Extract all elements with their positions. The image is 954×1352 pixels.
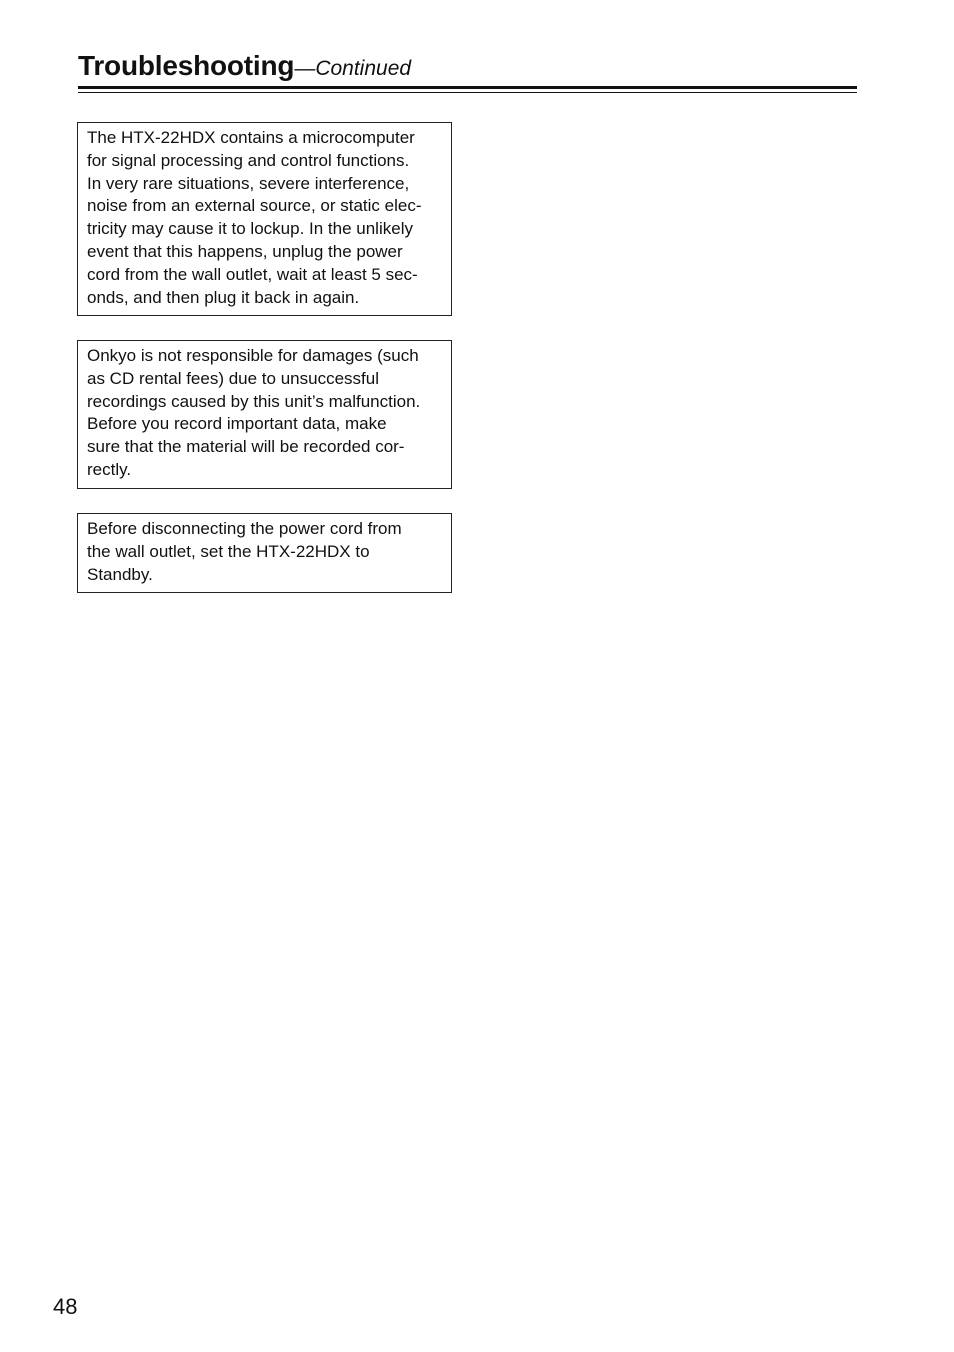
continued-label: Continued (315, 57, 412, 80)
notice-line: In very rare situations, severe interference, (87, 173, 410, 193)
header-rule-thin (78, 92, 857, 93)
notice-line: cord from the wall outlet, wait at least 5 sec- (87, 264, 418, 284)
header-rule-thick (78, 86, 857, 89)
notice-line: Standby. (87, 564, 153, 584)
notice-line: as CD rental fees) due to unsuccessful (87, 368, 379, 388)
section-title: Troubleshooting (78, 50, 295, 81)
notice-line: onds, and then plug it back in again. (87, 287, 360, 307)
notice-line: for signal processing and control functions. (87, 150, 410, 170)
notice-box-microcomputer-lockup (77, 122, 452, 316)
notice-line: sure that the material will be recorded cor- (87, 437, 405, 457)
notice-line: Before disconnecting the power cord from (87, 519, 402, 538)
notice-line: the wall outlet, set the HTX-22HDX to (87, 541, 370, 561)
page-number: 48 (53, 1294, 78, 1319)
notice-line: rectly. (87, 459, 132, 479)
notice-line: tricity may cause it to lockup. In the unlikely (87, 219, 413, 239)
page-header (78, 46, 857, 91)
notice-line: Before you record important data, make (87, 414, 387, 434)
page-title (78, 46, 857, 91)
notice-line: The HTX-22HDX contains a microcomputer (87, 128, 415, 147)
notice-box-liability (77, 340, 452, 489)
notice-line: noise from an external source, or static elec- (87, 196, 422, 216)
notice-line: event that this happens, unplug the power (87, 241, 403, 261)
notice-line: Onkyo is not responsible for damages (such (87, 346, 419, 365)
notice-box-standby (77, 513, 452, 593)
title-dash: — (294, 57, 316, 80)
notice-line: recordings caused by this unit’s malfunction. (87, 391, 421, 411)
